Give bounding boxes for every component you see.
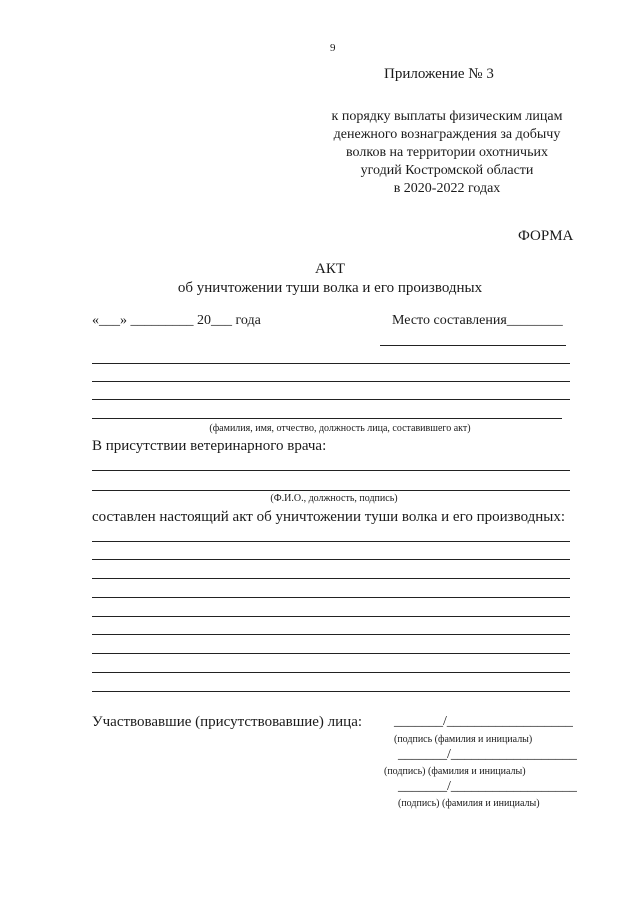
content-line xyxy=(92,559,570,560)
composer-line xyxy=(92,381,570,382)
appendix-line: в 2020-2022 годах xyxy=(393,181,501,196)
participants-label: Участвовавшие (присутствовавшие) лица: xyxy=(92,714,363,730)
appendix-line: к порядку выплаты физическим лицам xyxy=(331,109,563,124)
content-line xyxy=(92,597,570,598)
content-line xyxy=(92,672,570,673)
form-label: ФОРМА xyxy=(518,228,574,244)
appendix-line: волков на территории охотничьих xyxy=(346,145,548,160)
place-field: Место составления________ xyxy=(392,313,563,328)
vet-line xyxy=(92,490,570,491)
content-line xyxy=(92,691,570,692)
composer-line xyxy=(92,399,570,400)
vet-caption: (Ф.И.О., должность, подпись) xyxy=(270,493,398,504)
place-line xyxy=(380,345,566,346)
vet-line xyxy=(92,470,570,471)
content-line xyxy=(92,541,570,542)
appendix-description xyxy=(316,108,578,198)
content-line xyxy=(92,578,570,579)
date-field: «___» _________ 20___ года xyxy=(92,313,261,328)
signature-line: _______/__________________ xyxy=(398,779,577,794)
appendix-line: денежного вознаграждения за добычу xyxy=(333,127,561,142)
content-line xyxy=(92,616,570,617)
signature-caption: (подпись (фамилия и инициалы) xyxy=(394,734,533,745)
signature-line: _______/__________________ xyxy=(398,747,577,762)
signature-line: _______/__________________ xyxy=(394,714,573,729)
act-title: АКТ xyxy=(315,261,345,277)
composer-caption: (фамилия, имя, отчество, должность лица, составившего акт) xyxy=(209,423,471,434)
page-number: 9 xyxy=(330,42,336,54)
content-line xyxy=(92,634,570,635)
act-intro: составлен настоящий акт об уничтожении туши волка и его производных: xyxy=(92,509,566,525)
act-subtitle: об уничтожении туши волка и его производных xyxy=(177,280,483,296)
vet-label: В присутствии ветеринарного врача: xyxy=(92,438,327,454)
signature-caption: (подпись) (фамилия и инициалы) xyxy=(398,798,540,809)
composer-line xyxy=(92,363,570,364)
appendix-title: Приложение № 3 xyxy=(384,66,494,82)
composer-line xyxy=(92,418,562,419)
appendix-line: угодий Костромской области xyxy=(360,163,534,178)
content-line xyxy=(92,653,570,654)
signature-caption: (подпись) (фамилия и инициалы) xyxy=(384,766,526,777)
